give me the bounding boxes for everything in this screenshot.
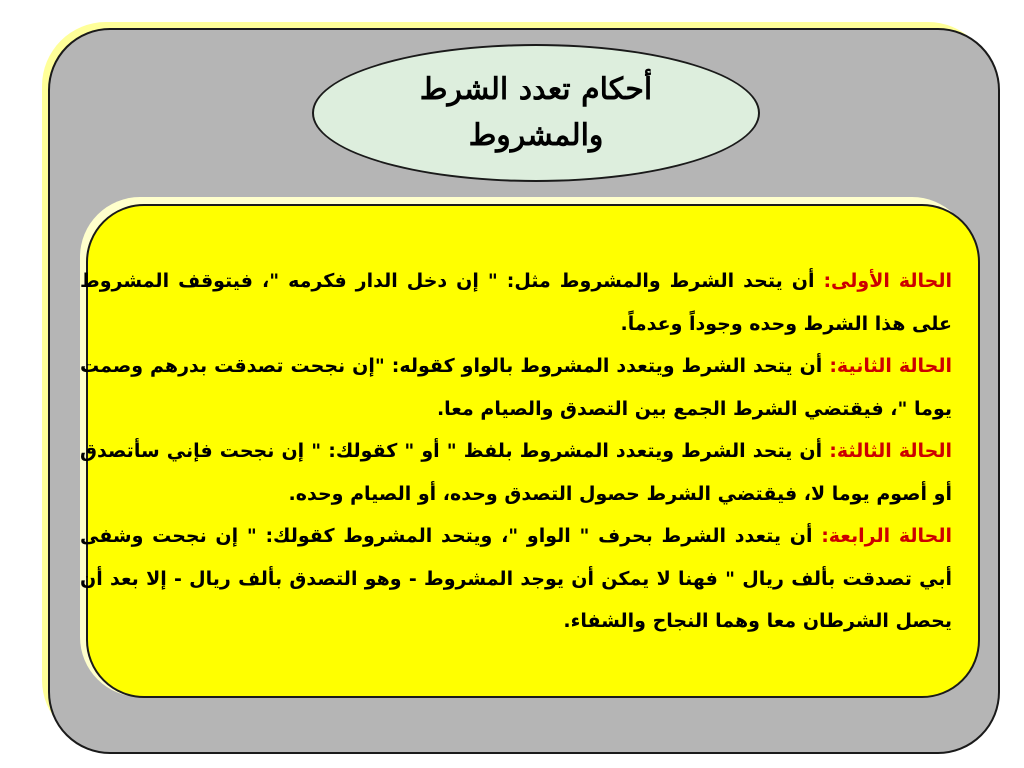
case-label: الحالة الرابعة: — [821, 525, 952, 547]
title-ellipse — [312, 44, 760, 182]
case-label: الحالة الثالثة: — [829, 440, 952, 462]
case-paragraph — [80, 430, 952, 515]
title-line-2: والمشروط — [468, 118, 604, 153]
case-text: أن يتحد الشرط ويتعدد المشروط بالواو كقوله: "إن نجحت تصدقت بدرهم وصمت يوما "، فيقتضي الشرط الجمع بين التصدق والصيام معا. — [80, 355, 952, 420]
title-line-1: أحكام تعدد الشرط — [419, 72, 653, 107]
case-paragraph — [80, 260, 952, 345]
case-label: الحالة الأولى: — [823, 270, 952, 292]
case-paragraph — [80, 345, 952, 430]
case-label: الحالة الثانية: — [829, 355, 953, 377]
cases-text — [80, 260, 952, 643]
page-title — [371, 67, 701, 159]
case-text: أن يتعدد الشرط بحرف " الواو "، ويتحد المشروط كقولك: " إن نجحت وشفى أبي تصدقت بألف ريال " فهنا لا يمكن أن يوجد المشروط - وهو التصدق بألف ريال - إلا بعد أن يحصل الشرطان معا وهما النجاح والشفاء. — [80, 525, 952, 632]
case-text: أن يتحد الشرط والمشروط مثل: " إن دخل الدار فكرمه "، فيتوقف المشروط على هذا الشرط وحده وجوداً وعدماً. — [80, 270, 952, 335]
case-text: أن يتحد الشرط ويتعدد المشروط بلفظ " أو " كقولك: " إن نجحت فإني سأتصدق أو أصوم يوما لا، فيقتضي الشرط حصول التصدق وحده، أو الصيام وحده. — [80, 440, 952, 505]
case-paragraph — [80, 515, 952, 643]
